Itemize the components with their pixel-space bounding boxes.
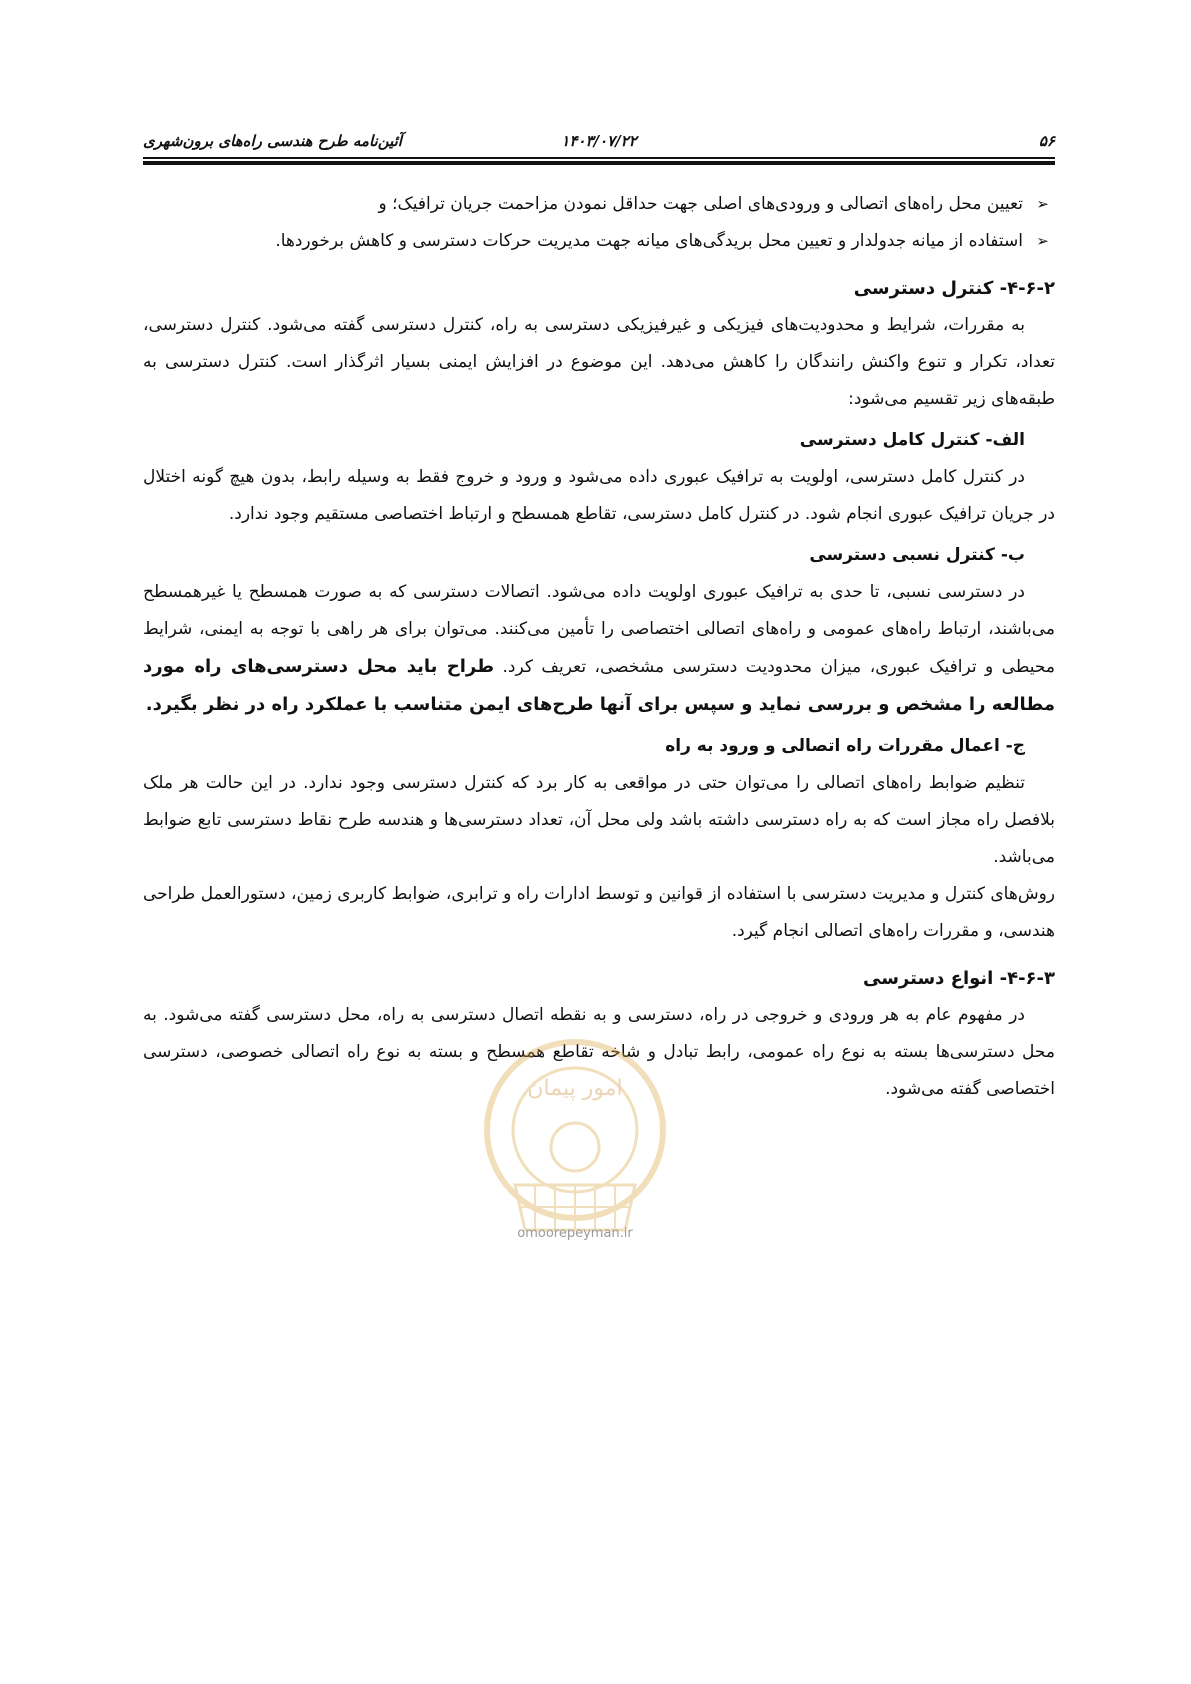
bullet-item	[143, 223, 1055, 260]
page-header	[143, 130, 1055, 154]
paragraph-methods: روش‌های کنترل و مدیریت دسترسی با استفاده از قوانین و توسط ادارات راه و ترابری، ضوابط کاربری زمین، دستورالعمل طراحی هندسی، و مقررات راه‌های اتصالی انجام گیرد.	[143, 884, 1055, 941]
watermark-url: omoorepeyman.ir	[517, 1226, 633, 1241]
paragraph-intro: به مقررات، شرایط و محدودیت‌های فیزیکی و غیرفیزیکی دسترسی به راه، کنترل دسترسی گفته می‌شود. کنترل دسترسی، تعداد، تکرار و تنوع واکنش رانندگان را کاهش می‌دهد. این موضوع در افزایش ایمنی بسیار اثرگذار است. کنترل دسترسی به طبقه‌های زیر تقسیم می‌شود:	[143, 315, 1055, 409]
arrow-bullet-icon: ➢	[1036, 195, 1049, 213]
subheading-partial-control: ب- کنترل نسبی دسترسی	[809, 545, 1025, 565]
subheading-connection-rules: ج- اعمال مقررات راه اتصالی و ورود به راه	[665, 736, 1025, 756]
paragraph-full-control: در کنترل کامل دسترسی، اولویت به ترافیک عبوری داده می‌شود و ورود و خروج فقط به وسیله رابط، بدون هیچ گونه اختلال در جریان ترافیک عبوری انجام شود. در کنترل کامل دسترسی، تقاطع همسطح و ارتباط اختصاصی مستقیم وجود ندارد.	[143, 467, 1055, 524]
page-number: ۵۶	[1038, 132, 1055, 150]
paragraph-access-types: در مفهوم عام به هر ورودی و خروجی در راه، دسترسی و به نقطه اتصال دسترسی به راه، محل دسترسی گفته می‌شود. به محل دسترسی‌ها بسته به نوع راه عمومی، رابط تبادل و شاخه تقاطع همسطح و بسته به نوع راه اتصالی خصوصی، دسترسی اختصاصی گفته می‌شود.	[143, 1005, 1055, 1099]
bullet-text: استفاده از میانه جدولدار و تعیین محل بریدگی‌های میانه جهت مدیریت حرکات دسترسی و کاهش برخوردها.	[275, 231, 1023, 251]
paragraph-connection-rules: تنظیم ضوابط راه‌های اتصالی را می‌توان حتی در مواقعی به کار برد که کنترل دسترسی وجود ندارد. در این حالت هر ملک بلافصل راه مجاز است که به راه دسترسی داشته باشد ولی محل آن، تعداد دسترسی‌ها و هندسه طرح نقاط دسترسی تابع ضوابط می‌باشد.	[143, 773, 1055, 867]
partial-control-bold-text: طراح باید محل دسترسی‌های راه مورد مطالعه را مشخص و بررسی نماید و سپس برای آنها طرح‌های ایمن متناسب با عملکرد راه در نظر بگیرد.	[143, 656, 1055, 715]
watermark-logo-text: امور پیمان	[527, 1076, 623, 1101]
partial-control-text: در دسترسی نسبی، تا حدی به ترافیک عبوری اولویت داده می‌شود. اتصالات دسترسی که به صورت همسطح یا غیرهمسطح می‌باشند، ارتباط راه‌های عمومی و راه‌های اتصالی اختصاصی را تأمین می‌کنند. می‌توان برای هر راهی با توجه به ایمنی، شرایط محیطی و ترافیک عبوری، میزان محدودیت دسترسی مشخصی، تعریف کرد.	[143, 582, 1055, 677]
bullet-text: تعیین محل راه‌های اتصالی و ورودی‌های اصلی جهت حداقل نمودن مزاحمت جریان ترافیک؛ و	[378, 194, 1023, 214]
paragraph-partial-control	[143, 574, 1055, 724]
header-title: آئین‌نامه طرح هندسی راه‌های برون‌شهری	[143, 132, 402, 150]
main-content	[143, 186, 1055, 1108]
subheading-full-control: الف- کنترل کامل دسترسی	[799, 430, 1025, 450]
bullet-item	[143, 186, 1055, 223]
header-date: ۱۴۰۳/۰۷/۲۲	[561, 132, 637, 150]
section-heading-access-types: ۴-۶-۳- انواع دسترسی	[863, 968, 1055, 989]
header-rule-thick	[143, 161, 1055, 165]
header-rule-thin	[143, 157, 1055, 159]
section-heading-access-control: ۴-۶-۲- کنترل دسترسی	[853, 278, 1055, 299]
arrow-bullet-icon: ➢	[1036, 232, 1049, 250]
